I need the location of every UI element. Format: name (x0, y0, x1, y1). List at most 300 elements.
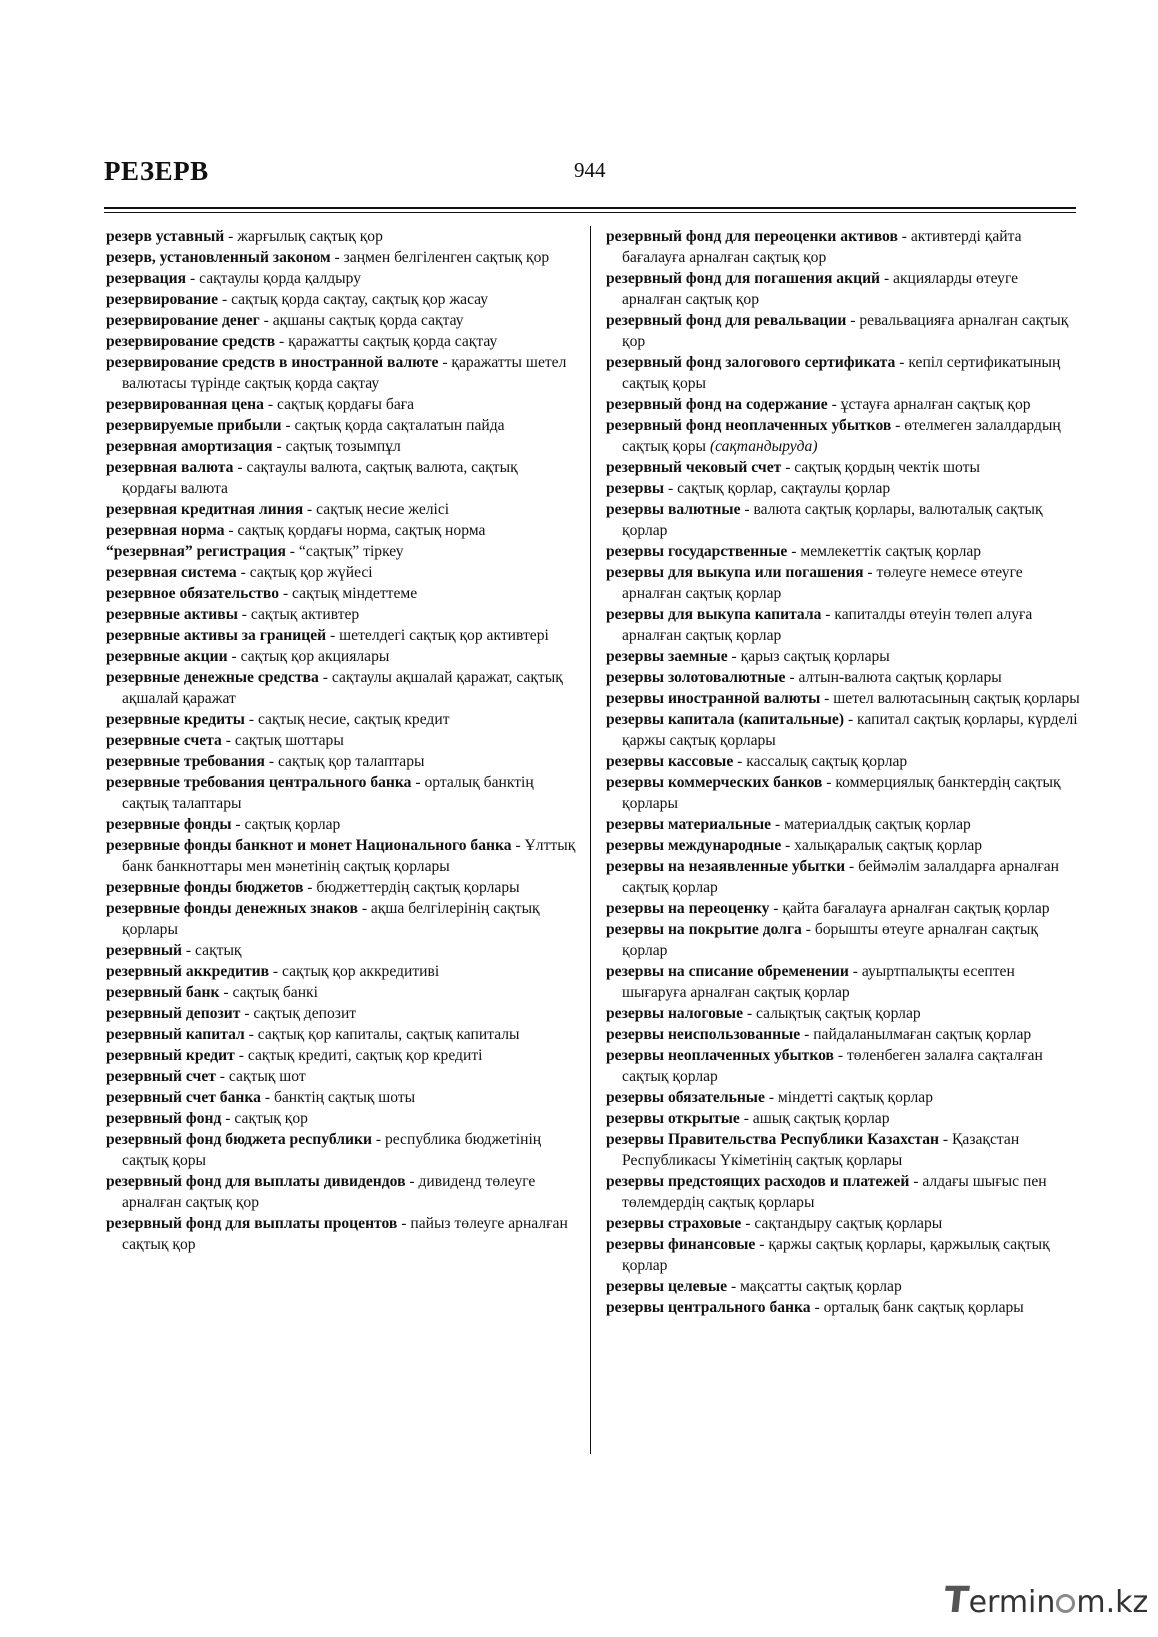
entry-separator: - (848, 963, 862, 980)
entry-definition: шетелдегі сақтық қор активтері (339, 627, 549, 644)
entry-definition: сақтық қорда сақталатын пайда (294, 417, 505, 434)
entry-term: резервы на покрытие долга (606, 921, 802, 938)
logo-circle-icon (1056, 1594, 1075, 1613)
dictionary-entry (106, 1003, 576, 1024)
column-divider (590, 226, 591, 1454)
entry-definition: шетел валютасының сақтық қорлары (833, 690, 1080, 707)
entry-term: резервирование средств (106, 333, 276, 350)
entry-term: резервные активы за границей (106, 627, 327, 644)
dictionary-entry (106, 499, 576, 520)
entry-term: резервный фонд на содержание (606, 396, 828, 413)
entry-separator: - (215, 1068, 229, 1085)
entry-separator: - (939, 1131, 953, 1148)
entry-definition: сақтық шоттары (234, 732, 344, 749)
entry-separator: - (781, 459, 795, 476)
dictionary-entry (106, 583, 576, 604)
entry-definition: жарғылық сақтық қор (237, 228, 383, 245)
entry-term: резервные фонды (106, 816, 232, 833)
entry-term: резервные требования центрального банка (106, 774, 412, 791)
entry-term: резервный кредит (106, 1047, 235, 1064)
entry-term: резервы заемные (606, 648, 728, 665)
entry-separator: - (787, 543, 801, 560)
entry-definition: алдағы шығыс пен төлемдердің сақтық қорлары (622, 1173, 1047, 1211)
entry-definition: пайыз төлеуге арналған сақтық қор (122, 1215, 568, 1253)
entry-separator: - (279, 585, 293, 602)
entry-separator: - (269, 963, 283, 980)
entry-term: резервы коммерческих банков (606, 774, 823, 791)
entry-term: резервированная цена (106, 396, 264, 413)
entry-definition: ұстауға арналған сақтық қор (840, 396, 1031, 413)
entry-term: резервный фонд бюджета республики (106, 1131, 372, 1148)
entry-term: резервный фонд для выплаты дивидендов (106, 1173, 406, 1190)
dictionary-entry (606, 856, 1080, 898)
entry-separator: - (764, 1089, 778, 1106)
entry-term: резервная кредитная линия (106, 501, 304, 518)
entry-separator: - (397, 1215, 411, 1232)
entry-definition: сақтық қор капиталы, сақтық капиталы (257, 1026, 520, 1043)
page-title: РЕЗЕРВ (104, 156, 209, 186)
entry-definition: сақтық депозит (253, 1005, 357, 1022)
entry-separator: - (664, 480, 678, 497)
page-header (104, 156, 1076, 196)
page-number: 944 (574, 158, 606, 182)
entry-term: резервный капитал (106, 1026, 245, 1043)
entry-separator: - (833, 1047, 847, 1064)
entry-separator: - (845, 858, 859, 875)
entry-definition: сақтаулы ақшалай қаражат, сақтық ақшалай қаражат (122, 669, 563, 707)
entry-separator: - (330, 249, 344, 266)
entry-definition: валюта сақтық қорлары, валюталық сақтық қорлар (622, 501, 1043, 539)
entry-term: резервный фонд неоплаченных убытков (606, 417, 892, 434)
entry-definition: сақтық несие желісі (316, 501, 450, 518)
entry-definition: орталық банк сақтық қорлары (823, 1299, 1024, 1316)
dictionary-entry (106, 1024, 576, 1045)
entry-definition: сақтық қордың чектік шоты (794, 459, 980, 476)
dictionary-entry (606, 604, 1080, 646)
entry-separator: - (769, 900, 783, 917)
entry-definition: салықтық сақтық қорлар (756, 1005, 921, 1022)
entry-separator: - (272, 438, 286, 455)
dictionary-entry (606, 1003, 1080, 1024)
entry-note: (сақтандыруда) (709, 438, 818, 455)
dictionary-entry (606, 268, 1080, 310)
entry-definition: сақтық қорлар, сақтаулы қорлар (677, 480, 891, 497)
entry-term: резервы золотовалютные (606, 669, 786, 686)
entry-term: резервные кредиты (106, 711, 245, 728)
entry-definition: өтелмеген залалдардың сақтық қоры (622, 417, 1061, 455)
entry-separator: - (820, 690, 834, 707)
entry-term: резервная система (106, 564, 237, 581)
dictionary-entry (106, 1066, 576, 1087)
header-rule-thin (104, 212, 1076, 213)
entry-term: резервный аккредитив (106, 963, 270, 980)
dictionary-entry (106, 457, 576, 499)
entry-definition: халықаралық сақтық қорлар (794, 837, 983, 854)
dictionary-entry (106, 646, 576, 667)
entry-term: резервы государственные (606, 543, 788, 560)
entry-definition: міндетті сақтық қорлар (777, 1089, 934, 1106)
dictionary-entry (106, 394, 576, 415)
entry-term: резервный фонд залогового сертификата (606, 354, 896, 371)
entry-term: резервные фонды денежных знаков (106, 900, 358, 917)
entry-separator: - (233, 459, 247, 476)
entry-separator: - (237, 606, 251, 623)
dictionary-entry (106, 247, 576, 268)
entry-term: резервные требования (106, 753, 265, 770)
entry-separator: - (822, 774, 836, 791)
entry-separator: - (863, 564, 877, 581)
entry-term: резервное обязательство (106, 585, 280, 602)
entry-separator: - (182, 942, 196, 959)
entry-separator: - (236, 564, 250, 581)
dictionary-entry (606, 1129, 1080, 1171)
entry-separator: - (733, 753, 747, 770)
entry-term: резервные акции (106, 648, 228, 665)
entry-term: резервы налоговые (606, 1005, 744, 1022)
entry-term: резервация (106, 270, 187, 287)
entry-definition: ақша белгілерінің сақтық қорлары (122, 900, 540, 938)
entry-term: резервы на списание обременении (606, 963, 849, 980)
entry-separator: - (357, 900, 371, 917)
entry-definition: сақтық қор акциялары (240, 648, 390, 665)
entry-definition: ауыртпалықты есептен шығаруға арналған сақтық қорлар (622, 963, 1015, 1001)
entry-separator: - (743, 1005, 757, 1022)
entry-term: резервы на переоценку (606, 900, 770, 917)
entry-definition: бюджеттердің сақтық қорлары (316, 879, 520, 896)
dictionary-entry (606, 1234, 1080, 1276)
entry-definition: сақтық қордағы баға (276, 396, 415, 413)
entry-separator: - (727, 1278, 741, 1295)
entry-term: резервы предстоящих расходов и платежей (606, 1173, 910, 1190)
dictionary-entry (606, 646, 1080, 667)
entry-separator: - (800, 1026, 814, 1043)
entry-definition: дивиденд төлеуге арналған сақтық қор (122, 1173, 536, 1211)
entry-separator: - (891, 417, 905, 434)
dictionary-entry (106, 667, 576, 709)
dictionary-entry (606, 1087, 1080, 1108)
dictionary-entry (106, 562, 576, 583)
entry-separator: - (895, 354, 909, 371)
left-column (106, 226, 576, 1255)
entry-separator: - (844, 711, 858, 728)
entry-term: резервирование средств в иностранной валюте (106, 354, 439, 371)
dictionary-entry (606, 772, 1080, 814)
entry-separator: - (221, 1110, 235, 1127)
dictionary-entry (606, 835, 1080, 856)
entry-separator: - (897, 228, 911, 245)
entry-term: резервный фонд для переоценки активов (606, 228, 898, 245)
dictionary-entry (106, 751, 576, 772)
entry-separator: - (218, 291, 232, 308)
termincom-logo (941, 1580, 1149, 1626)
entry-separator: - (244, 1026, 258, 1043)
entry-term: резервный чековый счет (606, 459, 782, 476)
dictionary-entry (606, 961, 1080, 1003)
dictionary-entry (106, 604, 576, 625)
entry-definition: сақтық қорлар (244, 816, 341, 833)
entry-separator: - (846, 312, 860, 329)
dictionary-entry (106, 625, 576, 646)
entry-term: резервы на незаявленные убытки (606, 858, 846, 875)
entry-separator: - (785, 669, 799, 686)
entry-definition: сақтық қор жүйесі (249, 564, 373, 581)
header-rule-thick (104, 207, 1076, 209)
entry-term: резервные фонды бюджетов (106, 879, 304, 896)
entry-separator: - (186, 270, 200, 287)
entry-term: резервы для выкупа или погашения (606, 564, 864, 581)
entry-separator: - (371, 1131, 385, 1148)
entry-definition: орталық банктің сақтық талаптары (122, 774, 534, 812)
entry-definition: сақтық тозымпұл (285, 438, 401, 455)
entry-separator: - (259, 312, 273, 329)
entry-term: резервирование денег (106, 312, 260, 329)
entry-term: резервные денежные средства (106, 669, 319, 686)
dictionary-entry (106, 226, 576, 247)
entry-term: резервируемые прибыли (106, 417, 282, 434)
entry-definition: ақшаны сақтық қорда сақтау (272, 312, 464, 329)
entry-term: резервный фонд для погашения акций (606, 270, 881, 287)
entry-definition: капитал сақтық қорлары, күрделі қаржы сақтық қорлары (622, 711, 1078, 749)
entry-definition: сақтық шот (228, 1068, 306, 1085)
entry-definition: алтын-валюта сақтық қорлары (798, 669, 1002, 686)
dictionary-entry (106, 289, 576, 310)
right-column (606, 226, 1080, 1318)
dictionary-entry (106, 877, 576, 898)
entry-separator: - (240, 1005, 254, 1022)
dictionary-entry (606, 919, 1080, 961)
dictionary-entry (106, 1108, 576, 1129)
entry-definition: кассалық сақтық қорлар (746, 753, 908, 770)
entry-definition: төленбеген залалға сақталған сақтық қорлар (622, 1047, 1043, 1085)
entry-separator: - (909, 1173, 923, 1190)
entry-definition: кепіл сертификатының сақтық қоры (622, 354, 1061, 392)
dictionary-entry (106, 709, 576, 730)
dictionary-entry (606, 394, 1080, 415)
entry-term: резервы (606, 480, 665, 497)
entry-definition: қайта бағалауға арналған сақтық қорлар (782, 900, 1050, 917)
entry-separator: - (318, 669, 332, 686)
entry-definition: қаражатты шетел валютасы түрінде сақтық қорда сақтау (122, 354, 567, 392)
entry-definition: беймәлім залалдарға арналған сақтық қорлар (622, 858, 1060, 896)
dictionary-entry (606, 1108, 1080, 1129)
entry-separator: - (810, 1299, 824, 1316)
entry-term: резерв, установленный законом (106, 249, 331, 266)
entry-separator: - (285, 543, 299, 560)
entry-definition: Ұлттық банк банкноттары мен мәнетінің сақтық қорлары (122, 837, 576, 875)
dictionary-entry (606, 667, 1080, 688)
entry-term: резервные счета (106, 732, 222, 749)
entry-term: резервы центрального банка (606, 1299, 811, 1316)
entry-term: резервы кассовые (606, 753, 734, 770)
entry-definition: сақтандыру сақтық қорлары (754, 1215, 943, 1232)
entry-separator: - (264, 753, 278, 770)
entry-separator: - (827, 396, 841, 413)
dictionary-entry (606, 709, 1080, 751)
entry-separator: - (281, 417, 295, 434)
entry-term: резервы валютные (606, 501, 741, 518)
dictionary-entry (106, 268, 576, 289)
entry-definition: активтерді қайта бағалауға арналған сақтық қор (622, 228, 1022, 266)
dictionary-entry (106, 331, 576, 352)
entry-definition: “сақтық” тіркеу (298, 543, 404, 560)
entry-term: резервы страховые (606, 1215, 742, 1232)
entry-term: резервирование (106, 291, 219, 308)
entry-separator: - (739, 1110, 753, 1127)
entry-definition: ашық сақтық қорлар (752, 1110, 890, 1127)
dictionary-entry (606, 751, 1080, 772)
dictionary-entry (106, 310, 576, 331)
entry-term: резервная амортизация (106, 438, 273, 455)
entry-definition: сақтық міндеттеме (292, 585, 418, 602)
entry-term: резервы для выкупа капитала (606, 606, 822, 623)
entry-separator: - (821, 606, 835, 623)
entry-term: резервные активы (106, 606, 238, 623)
entry-term: резервная норма (106, 522, 225, 539)
entry-separator: - (755, 1236, 769, 1253)
entry-separator: - (405, 1173, 419, 1190)
entry-definition: капиталды өтеуін төлеп алуға арналған сақтық қорлар (622, 606, 1033, 644)
entry-separator: - (227, 648, 241, 665)
entry-separator: - (438, 354, 452, 371)
entry-definition: пайдаланылмаған сақтық қорлар (813, 1026, 1032, 1043)
entry-separator: - (244, 711, 258, 728)
entry-definition: сақтық активтер (250, 606, 360, 623)
dictionary-entry (606, 541, 1080, 562)
entry-separator: - (263, 396, 277, 413)
entry-term: “резервная” регистрация (106, 543, 286, 560)
dictionary-entry (606, 352, 1080, 394)
entry-definition: мақсатты сақтық қорлар (740, 1278, 902, 1295)
dictionary-entry (606, 1024, 1080, 1045)
entry-definition: борышты өтеуге арналған сақтық қорлар (622, 921, 1038, 959)
entry-term: резервы неоплаченных убытков (606, 1047, 834, 1064)
entry-term: резервный фонд для выплаты процентов (106, 1215, 398, 1232)
entry-definition: сақтық қор аккредитиві (282, 963, 440, 980)
entry-term: резервы международные (606, 837, 782, 854)
entry-separator: - (326, 627, 340, 644)
entry-term: резервы открытые (606, 1110, 740, 1127)
entry-term: резервный счет банка (106, 1089, 261, 1106)
dictionary-entry (606, 1045, 1080, 1087)
dictionary-entry (106, 1087, 576, 1108)
dictionary-entry (106, 352, 576, 394)
entry-definition: заңмен белгіленген сақтық қор (343, 249, 550, 266)
dictionary-entry (106, 940, 576, 961)
entry-term: резервный фонд (106, 1110, 222, 1127)
entry-term: резервный счет (106, 1068, 216, 1085)
dictionary-entry (106, 835, 576, 877)
dictionary-entry (606, 226, 1080, 268)
dictionary-entry (606, 1171, 1080, 1213)
dictionary-entry (106, 814, 576, 835)
entry-term: резервы материальные (606, 816, 772, 833)
dictionary-entry (106, 730, 576, 751)
dictionary-entry (106, 961, 576, 982)
entry-separator: - (260, 1089, 274, 1106)
entry-separator: - (303, 879, 317, 896)
dictionary-entry (606, 898, 1080, 919)
entry-definition: сақтық қор талаптары (277, 753, 425, 770)
entry-definition: материалдық сақтық қорлар (784, 816, 971, 833)
entry-separator: - (880, 270, 894, 287)
dictionary-entry (606, 478, 1080, 499)
entry-term: резерв уставный (106, 228, 225, 245)
logo-text: ermin (968, 1585, 1056, 1620)
entry-term: резервный банк (106, 984, 220, 1001)
entry-term: резервы обязательные (606, 1089, 765, 1106)
entry-term: резервы Правительства Республики Казахстан (606, 1131, 940, 1148)
entry-definition: мемлекеттік сақтық қорлар (800, 543, 982, 560)
entry-term: резервы целевые (606, 1278, 728, 1295)
entry-separator: - (224, 522, 238, 539)
entry-separator: - (801, 921, 815, 938)
dictionary-entry (106, 898, 576, 940)
entry-term: резервный фонд для ревальвации (606, 312, 847, 329)
entry-definition: сақтық несие, сақтық кредит (257, 711, 450, 728)
entry-definition: сақтық қордағы норма, сақтық норма (237, 522, 486, 539)
entry-definition: сақтық (195, 942, 242, 959)
entry-separator: - (511, 837, 525, 854)
entry-separator: - (224, 228, 238, 245)
entry-separator: - (275, 333, 289, 350)
dictionary-entry (106, 520, 576, 541)
entry-separator: - (303, 501, 317, 518)
entry-definition: сақтық қор (234, 1110, 308, 1127)
entry-term: резервные фонды банкнот и монет Национального банка (106, 837, 512, 854)
dictionary-entry (606, 415, 1080, 457)
entry-definition: қарыз сақтық қорлары (740, 648, 890, 665)
dictionary-entry (106, 772, 576, 814)
entry-definition: сақтық қорда сақтау, сақтық қор жасау (231, 291, 489, 308)
dictionary-entry (106, 436, 576, 457)
dictionary-entry (606, 688, 1080, 709)
dictionary-entry (606, 1276, 1080, 1297)
logo-domain: m.kz (1076, 1585, 1149, 1620)
entry-definition: сақтаулы қорда қалдыру (199, 270, 362, 287)
dictionary-entry (106, 1213, 576, 1255)
entry-definition: төлеуге немесе өтеуге арналған сақтық қорлар (622, 564, 1023, 602)
entry-term: резервная валюта (106, 459, 234, 476)
entry-separator: - (771, 816, 785, 833)
entry-definition: Қазақстан Республикасы Үкіметінің сақтық қорлары (622, 1131, 1020, 1169)
dictionary-entry (106, 982, 576, 1003)
entry-separator: - (231, 816, 245, 833)
entry-definition: қаржы сақтық қорлары, қаржылық сақтық қорлар (622, 1236, 1050, 1274)
dictionary-entry (106, 1129, 576, 1171)
dictionary-entry (606, 1297, 1080, 1318)
dictionary-entry (106, 541, 576, 562)
entry-separator: - (221, 732, 235, 749)
entry-definition: сақтық банкі (232, 984, 318, 1001)
dictionary-entry (106, 1171, 576, 1213)
entry-separator: - (781, 837, 795, 854)
entry-definition: сақтық кредиті, сақтық қор кредиті (247, 1047, 483, 1064)
dictionary-entry (606, 310, 1080, 352)
dictionary-entry (606, 499, 1080, 541)
entry-separator: - (727, 648, 741, 665)
entry-definition: ревальвацияға арналған сақтық қор (622, 312, 1069, 350)
logo-letter-t: T (941, 1580, 971, 1621)
entry-separator: - (740, 501, 754, 518)
dictionary-entry (606, 1213, 1080, 1234)
dictionary-entry (606, 814, 1080, 835)
entry-term: резервы финансовые (606, 1236, 756, 1253)
entry-definition: акцияларды өтеуге арналған сақтық қор (622, 270, 1019, 308)
entry-separator: - (741, 1215, 755, 1232)
entry-term: резервы неиспользованные (606, 1026, 801, 1043)
entry-definition: қаражатты сақтық қорда сақтау (288, 333, 498, 350)
entry-term: резервы иностранной валюты (606, 690, 821, 707)
